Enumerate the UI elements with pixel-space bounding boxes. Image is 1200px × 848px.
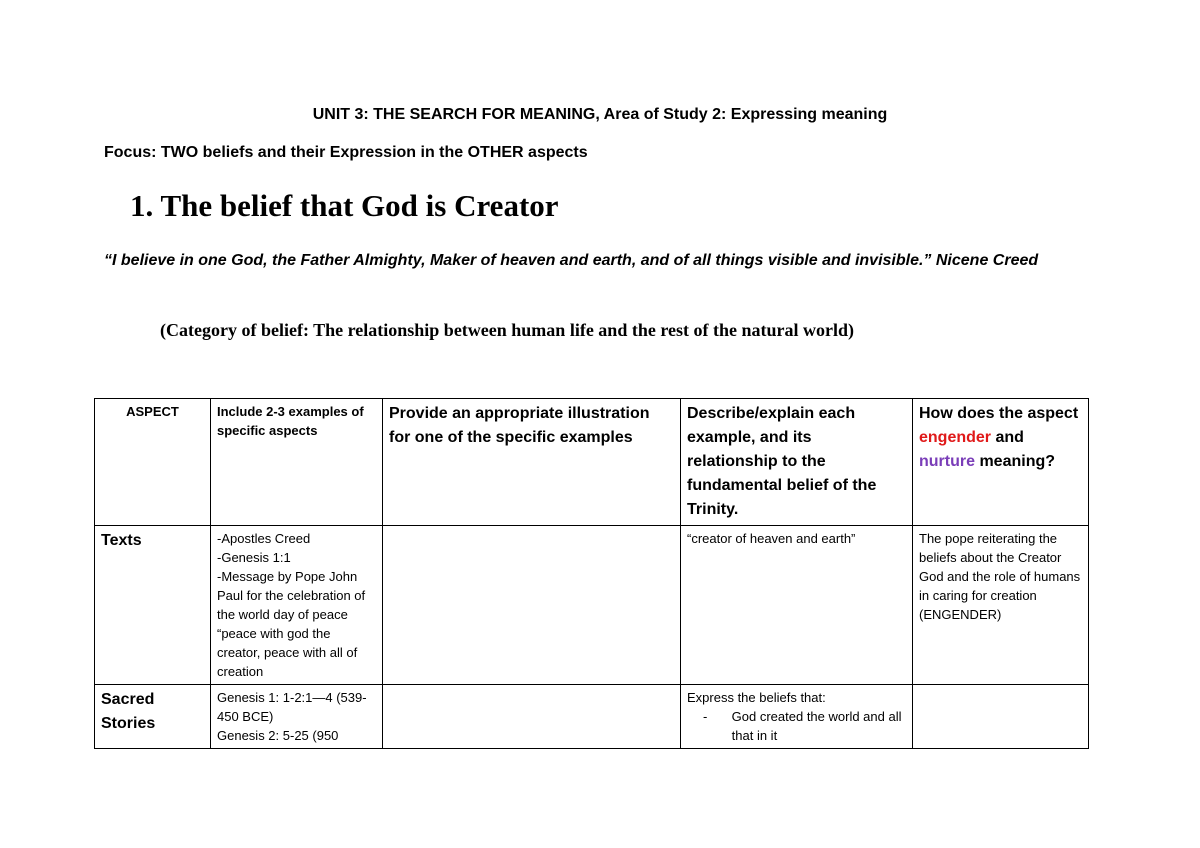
header-examples: Include 2-3 examples of specific aspects <box>211 399 383 526</box>
header-illustration: Provide an appropriate illustration for one of the specific examples <box>383 399 681 526</box>
illustration-cell <box>383 526 681 685</box>
describe-cell <box>681 685 913 749</box>
list-item-text: God created the world and all that in it <box>731 709 902 743</box>
how-cell: The pope reiterating the beliefs about the Creator God and the role of humans in caring for creation (ENGENDER) <box>913 526 1089 685</box>
engender-word: engender <box>919 429 992 446</box>
header-how <box>913 399 1089 526</box>
dash-bullet: - <box>703 709 708 724</box>
and-word: and <box>995 429 1024 446</box>
table-header-row <box>95 399 1089 526</box>
row-label-cell: Sacred Stories <box>95 685 211 749</box>
table-row <box>95 526 1089 685</box>
meaning-word: meaning? <box>979 453 1056 470</box>
examples-cell: Genesis 1: 1-2:1—4 (539-450 BCE) Genesis 2: 5-25 (950 <box>211 685 383 749</box>
describe-cell: “creator of heaven and earth” <box>681 526 913 685</box>
describe-intro: Express the beliefs that: <box>687 690 826 705</box>
unit-heading: UNIT 3: THE SEARCH FOR MEANING, Area of Study 2: Expressing meaning <box>312 106 888 123</box>
aspects-table <box>94 398 1089 749</box>
how-prefix: How does the aspect <box>919 405 1079 422</box>
list-item <box>687 707 906 745</box>
focus-line: Focus: TWO beliefs and their Expression in the OTHER aspects <box>104 144 588 161</box>
examples-cell: -Apostles Creed -Genesis 1:1 -Message by Pope John Paul for the celebration of the world day of peace “peace with god the creator, peace with all of creation <box>211 526 383 685</box>
table-row <box>95 685 1089 749</box>
nurture-word: nurture <box>919 453 975 470</box>
header-aspect: ASPECT <box>95 399 211 526</box>
row-label-cell: Texts <box>95 526 211 685</box>
header-describe: Describe/explain each example, and its relationship to the fundamental belief of the Trinity. <box>681 399 913 526</box>
belief-title: 1. The belief that God is Creator <box>130 188 559 223</box>
how-cell <box>913 685 1089 749</box>
belief-category: (Category of belief: The relationship between human life and the rest of the natural world) <box>160 320 854 340</box>
nicene-creed-quote: “I believe in one God, the Father Almighty, Maker of heaven and earth, and of all things visible and invisible.” Nicene Creed <box>104 252 1039 269</box>
illustration-cell <box>383 685 681 749</box>
